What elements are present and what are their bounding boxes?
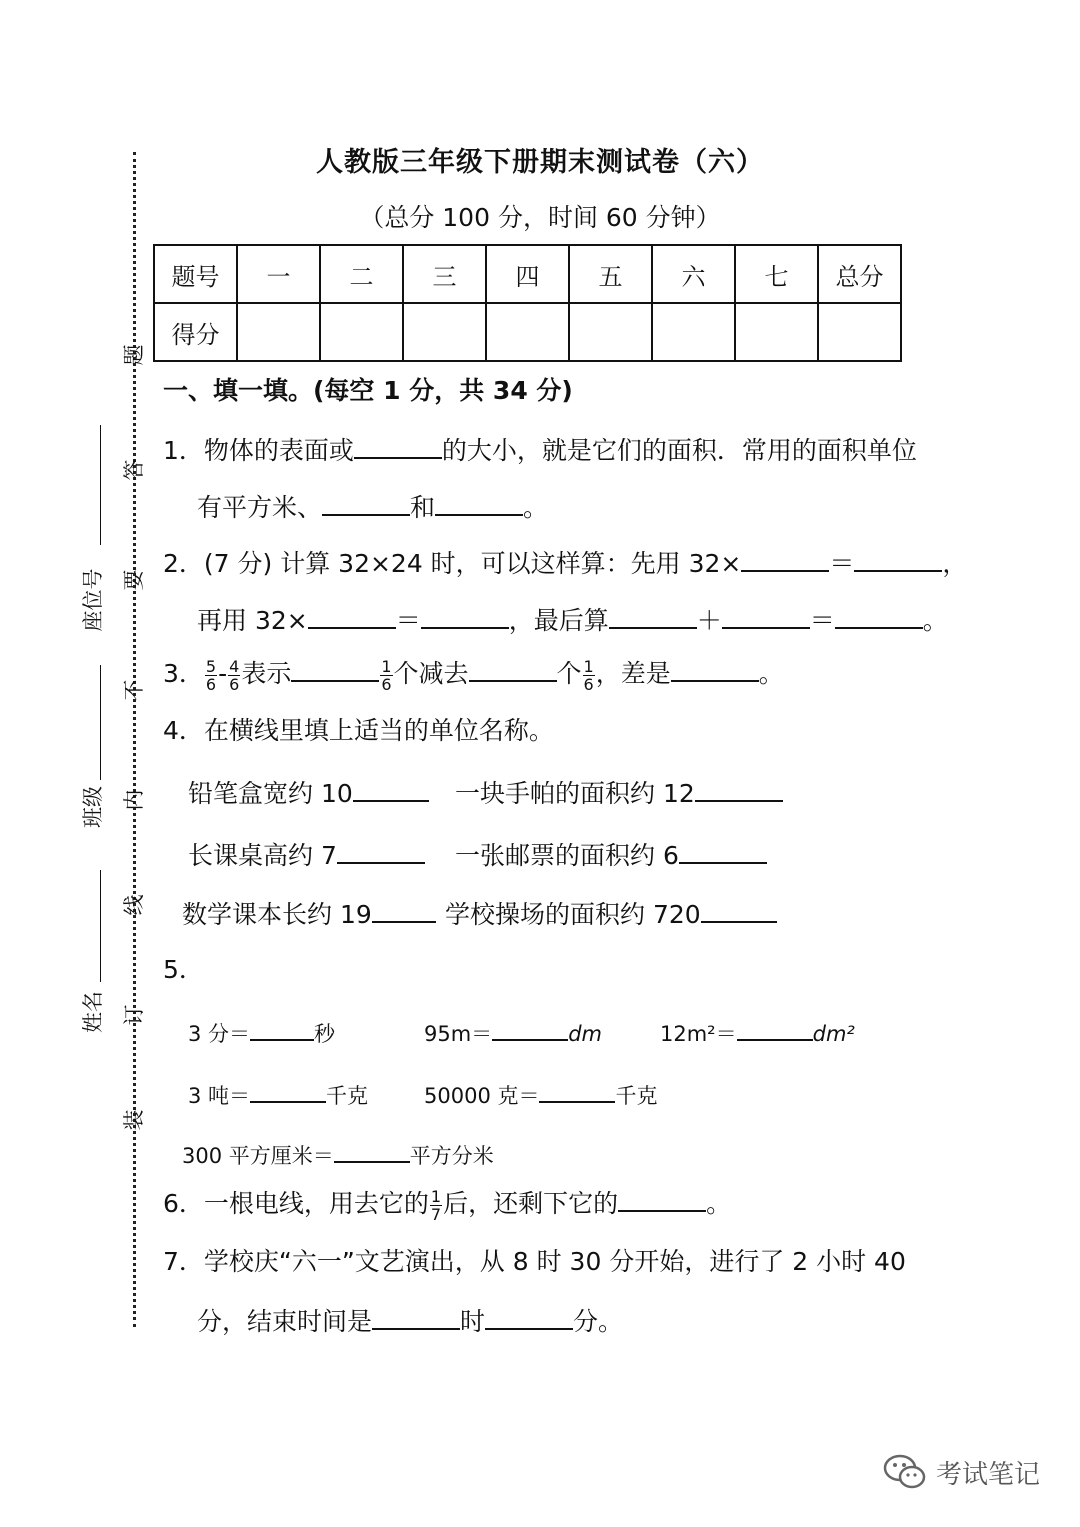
answer-blank[interactable]	[679, 838, 767, 864]
question-6	[163, 1186, 731, 1223]
q3-text: 。	[758, 659, 784, 688]
q4-item-text: 铅笔盒宽约 10	[188, 779, 353, 808]
q4-item	[455, 776, 783, 809]
q7-text: 时	[460, 1307, 486, 1336]
numerator: 4	[229, 656, 240, 676]
question-2-line-2	[197, 603, 948, 636]
answer-blank[interactable]	[334, 1137, 410, 1163]
answer-blank[interactable]	[485, 1304, 573, 1330]
question-7-line-2	[197, 1304, 623, 1337]
answer-blank[interactable]	[250, 1077, 326, 1103]
q5-item	[660, 1015, 855, 1048]
q3-text: ，差是	[595, 659, 671, 688]
class-blank[interactable]	[100, 665, 101, 780]
score-cell[interactable]	[320, 303, 403, 361]
answer-blank[interactable]	[741, 546, 829, 572]
score-header-cell: 四	[486, 245, 569, 303]
q2-text: ，	[942, 549, 968, 578]
answer-blank[interactable]	[671, 656, 759, 682]
q5-text: 3 分＝	[188, 1022, 251, 1046]
q2-text: ＝	[395, 606, 421, 635]
q4-item-text: 数学课本长约 19	[182, 900, 372, 929]
q3-text: 个	[556, 659, 582, 688]
numerator: 1	[381, 656, 392, 676]
q5-item	[424, 1077, 657, 1110]
q5-unit: 平方分米	[409, 1144, 494, 1168]
seal-char: 线	[122, 894, 146, 916]
q4-item-text: 一块手帕的面积约 12	[455, 779, 695, 808]
q7-text: 分。	[573, 1307, 624, 1336]
fraction	[430, 1188, 442, 1223]
q5-item	[188, 1015, 335, 1048]
q5-text: 95m＝	[424, 1022, 493, 1046]
answer-blank[interactable]	[539, 1077, 615, 1103]
q2-text: 。	[922, 606, 948, 635]
answer-blank[interactable]	[435, 490, 523, 516]
answer-blank[interactable]	[695, 776, 783, 802]
seat-number-label: 座位号	[81, 568, 105, 632]
numerator: 1	[430, 1186, 442, 1206]
q5-unit: dm	[568, 1022, 602, 1046]
seat-number-blank[interactable]	[100, 425, 101, 545]
denominator: 6	[229, 674, 240, 694]
q4-item	[188, 838, 425, 871]
q2-text: ＋	[696, 606, 722, 635]
denominator: 6	[205, 674, 217, 694]
fraction	[380, 658, 392, 693]
q4-item	[445, 897, 777, 930]
question-2-line-1	[163, 546, 967, 579]
q5-text: 3 吨＝	[188, 1084, 251, 1108]
question-3	[163, 656, 784, 693]
q5-text: 12m²＝	[660, 1022, 737, 1046]
question-7-line-1: 7．学校庆“六一”文艺演出，从 8 时 30 分开始，进行了 2 小时 40	[163, 1247, 906, 1276]
question-1-line-1	[163, 433, 917, 466]
q4-item	[455, 838, 767, 871]
q2-text: ，最后算	[508, 606, 609, 635]
watermark	[882, 1452, 1040, 1492]
q5-text: 50000 克＝	[424, 1084, 540, 1108]
binding-dotted-line	[133, 152, 136, 1327]
denominator: 6	[583, 674, 594, 694]
page-title: 人教版三年级下册期末测试卷（六）	[316, 147, 764, 178]
answer-blank[interactable]	[250, 1015, 314, 1041]
question-1-line-2	[197, 490, 548, 523]
name-blank[interactable]	[100, 870, 101, 982]
answer-blank[interactable]	[353, 776, 429, 802]
seal-char: 装	[122, 1109, 146, 1131]
seal-char: 题	[122, 344, 146, 366]
answer-blank[interactable]	[308, 603, 396, 629]
page-subtitle: （总分 100 分，时间 60 分钟）	[359, 203, 721, 232]
answer-blank[interactable]	[354, 433, 442, 459]
q5-item	[182, 1137, 494, 1170]
answer-blank[interactable]	[722, 603, 810, 629]
answer-blank[interactable]	[322, 490, 410, 516]
denominator: 7	[430, 1204, 442, 1224]
answer-blank[interactable]	[492, 1015, 568, 1041]
score-row-label: 得分	[154, 303, 237, 361]
score-header-cell: 五	[569, 245, 652, 303]
score-cell[interactable]	[735, 303, 818, 361]
section-heading: 一、填一填。(每空 1 分，共 34 分)	[163, 376, 573, 405]
q1-text: 和	[410, 493, 436, 522]
q1-text: 1．物体的表面或	[163, 436, 354, 465]
fraction	[205, 658, 217, 693]
fraction	[228, 658, 240, 693]
q6-text: 后，还剩下它的	[443, 1189, 619, 1218]
score-header-cell: 总分	[818, 245, 901, 303]
q3-text: 个减去	[393, 659, 469, 688]
denominator: 6	[381, 674, 392, 694]
answer-blank[interactable]	[372, 1304, 460, 1330]
q5-text: 300 平方厘米＝	[182, 1144, 334, 1168]
q5-item	[188, 1077, 368, 1110]
score-header-cell: 六	[652, 245, 735, 303]
q1-text: 的大小，就是它们的面积．常用的面积单位	[441, 436, 917, 465]
numerator: 1	[583, 656, 594, 676]
score-header-cell: 二	[320, 245, 403, 303]
q5-item	[424, 1015, 602, 1048]
answer-blank[interactable]	[701, 897, 777, 923]
q4-item	[188, 776, 429, 809]
score-cell[interactable]	[403, 303, 486, 361]
seal-char: 内	[122, 789, 146, 811]
wechat-icon	[882, 1452, 928, 1492]
q6-text: 6．一根电线，用去它的	[163, 1189, 429, 1218]
score-cell[interactable]	[569, 303, 652, 361]
answer-blank[interactable]	[609, 603, 697, 629]
score-cell[interactable]	[486, 303, 569, 361]
answer-blank[interactable]	[618, 1186, 706, 1212]
q1-text: 。	[523, 493, 549, 522]
answer-blank[interactable]	[291, 656, 379, 682]
q3-text: 表示	[241, 659, 292, 688]
score-header-cell: 一	[237, 245, 320, 303]
q7-text: 分，结束时间是	[197, 1307, 373, 1336]
seal-char: 要	[122, 569, 146, 591]
answer-blank[interactable]	[854, 546, 942, 572]
answer-blank[interactable]	[835, 603, 923, 629]
score-cell[interactable]	[818, 303, 901, 361]
answer-blank[interactable]	[337, 838, 425, 864]
seal-char: 答	[122, 459, 146, 481]
watermark-text: 考试笔记	[936, 1459, 1041, 1490]
q6-text: 。	[706, 1189, 732, 1218]
q4-item-text: 一张邮票的面积约 6	[455, 841, 679, 870]
numerator: 5	[205, 656, 217, 676]
q4-item-text: 学校操场的面积约 720	[445, 900, 701, 929]
answer-blank[interactable]	[469, 656, 557, 682]
score-cell[interactable]	[237, 303, 320, 361]
fraction	[583, 658, 595, 693]
score-header-cell: 题号	[154, 245, 237, 303]
score-header-cell: 三	[403, 245, 486, 303]
q2-text: 2．(7 分) 计算 32×24 时，可以这样算：先用 32×	[163, 549, 742, 578]
q4-item-text: 长课桌高约 7	[188, 841, 337, 870]
score-table-header-row	[154, 245, 901, 303]
score-cell[interactable]	[652, 303, 735, 361]
q2-text: ＝	[809, 606, 835, 635]
q2-text: 再用 32×	[197, 606, 308, 635]
seal-char: 订	[122, 1004, 146, 1026]
q5-unit: 千克	[615, 1084, 658, 1108]
q4-item	[182, 897, 436, 930]
name-label: 姓名	[81, 991, 105, 1033]
answer-blank[interactable]	[737, 1015, 813, 1041]
question-5: 5．	[163, 955, 204, 984]
q5-unit: 秒	[314, 1022, 336, 1046]
q1-text: 有平方米、	[197, 493, 323, 522]
class-label: 班级	[81, 786, 105, 828]
minus-sign: -	[218, 659, 228, 688]
answer-blank[interactable]	[421, 603, 509, 629]
q5-unit: 千克	[326, 1084, 369, 1108]
score-table-score-row	[154, 303, 901, 361]
q3-text: 3．	[163, 659, 204, 688]
question-4: 4．在横线里填上适当的单位名称。	[163, 716, 554, 745]
seal-char: 不	[122, 679, 146, 701]
score-header-cell: 七	[735, 245, 818, 303]
score-table	[153, 244, 902, 362]
answer-blank[interactable]	[372, 897, 436, 923]
q2-text: ＝	[829, 549, 855, 578]
q5-unit: dm²	[812, 1022, 855, 1046]
